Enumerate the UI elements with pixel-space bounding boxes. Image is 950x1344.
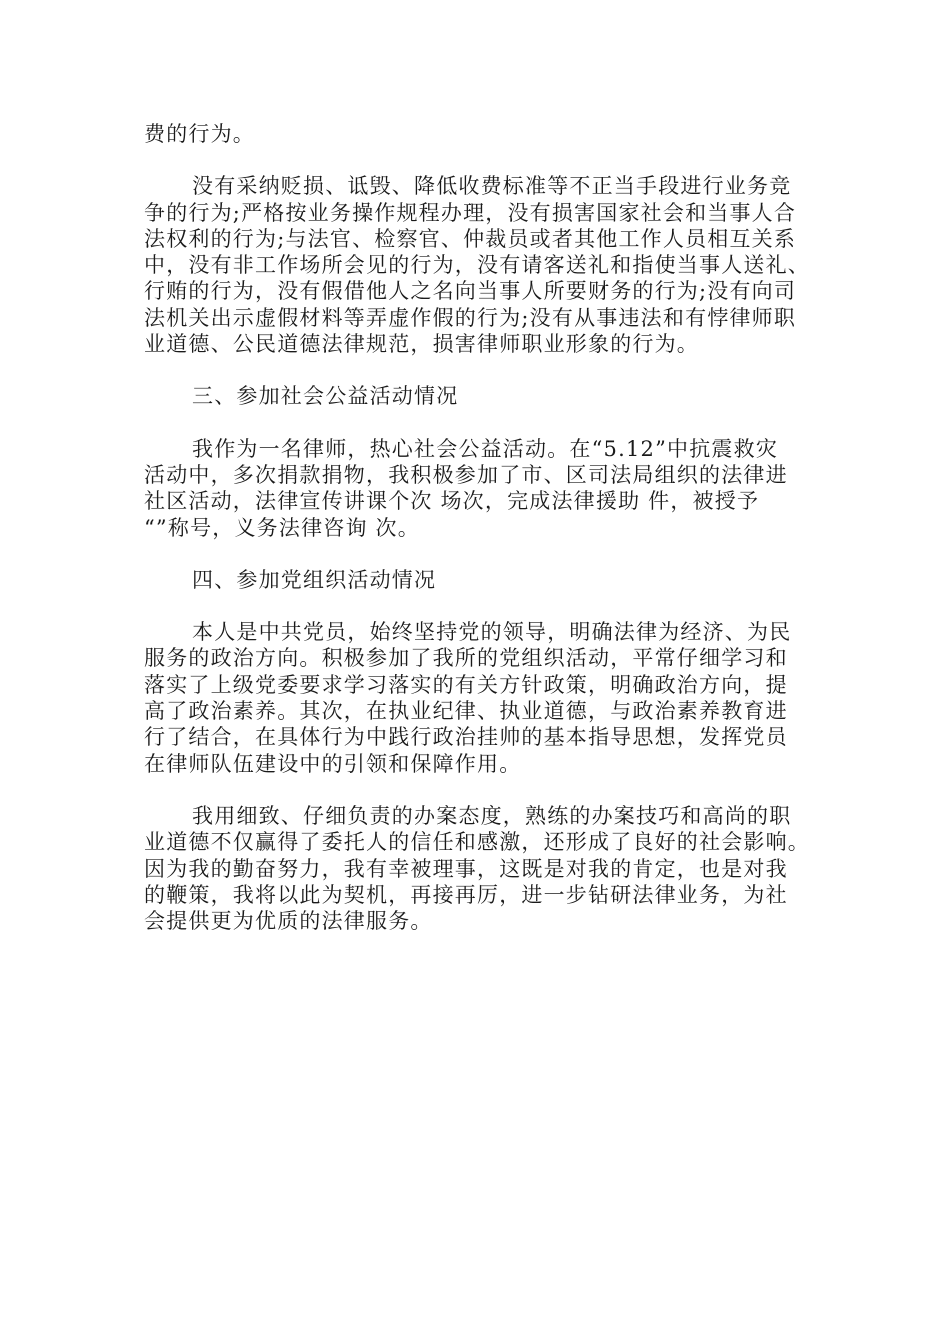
text-line: 没有采纳贬损、诋毁、降低收费标准等不正当手段进行业务竞 xyxy=(192,174,792,199)
document-body xyxy=(144,121,814,960)
text-line: “”称号，义务法律咨询 次。 xyxy=(144,515,420,540)
text-line: 行了结合，在具体行为中践行政治挂帅的基本指导思想，发挥党员 xyxy=(144,725,788,750)
text-line: 我作为一名律师，热心社会公益活动。在“5.12”中抗震救灾 xyxy=(192,436,779,461)
text-line: 业道德不仅赢得了委托人的信任和感激，还形成了良好的社会影响。 xyxy=(144,830,810,855)
text-line: 活动中，多次捐款捐物，我积极参加了市、区司法局组织的法律进 xyxy=(144,462,788,487)
text-line: 中，没有非工作场所会见的行为，没有请客送礼和指使当事人送礼、 xyxy=(144,253,810,278)
section-heading-3: 三、参加社会公益活动情况 xyxy=(192,384,459,409)
text-line: 本人是中共党员，始终坚持党的领导，明确法律为经济、为民 xyxy=(192,620,792,645)
text-line: 在律师队伍建设中的引领和保障作用。 xyxy=(144,751,522,776)
text-line: 会提供更为优质的法律服务。 xyxy=(144,909,433,934)
text-line: 费的行为。 xyxy=(144,122,255,146)
text-line: 法机关出示虚假材料等弄虚作假的行为;没有从事违法和有悖律师职 xyxy=(144,305,797,330)
paragraph-conduct xyxy=(144,173,814,357)
text-line: 行贿的行为，没有假借他人之名向当事人所要财务的行为;没有向司 xyxy=(144,279,797,304)
text-line: 社区活动，法律宣传讲课个次 场次，完成法律援助 件，被授予 xyxy=(144,489,760,514)
text-line: 法权利的行为;与法官、检察官、仲裁员或者其他工作人员相互关系 xyxy=(144,226,797,251)
paragraph-public-welfare xyxy=(144,436,814,541)
paragraph-conclusion xyxy=(144,803,814,934)
text-line: 争的行为;严格按业务操作规程办理，没有损害国家社会和当事人合 xyxy=(144,200,797,225)
text-line: 业道德、公民道德法律规范，损害律师职业形象的行为。 xyxy=(144,332,699,357)
text-line: 因为我的勤奋努力，我有幸被理事，这既是对我的肯定，也是对我 xyxy=(144,856,788,881)
paragraph-continuation xyxy=(144,121,814,147)
text-line: 服务的政治方向。积极参加了我所的党组织活动，平常仔细学习和 xyxy=(144,646,788,671)
text-line: 的鞭策，我将以此为契机，再接再厉，进一步钻研法律业务，为社 xyxy=(144,882,788,907)
text-line: 落实了上级党委要求学习落实的有关方针政策，明确政治方向，提 xyxy=(144,672,788,697)
text-line: 高了政治素养。其次，在执业纪律、执业道德，与政治素养教育进 xyxy=(144,699,788,724)
paragraph-party-activities xyxy=(144,619,814,777)
text-line: 我用细致、仔细负责的办案态度，熟练的办案技巧和高尚的职 xyxy=(192,803,792,828)
section-heading-4: 四、参加党组织活动情况 xyxy=(192,567,437,592)
